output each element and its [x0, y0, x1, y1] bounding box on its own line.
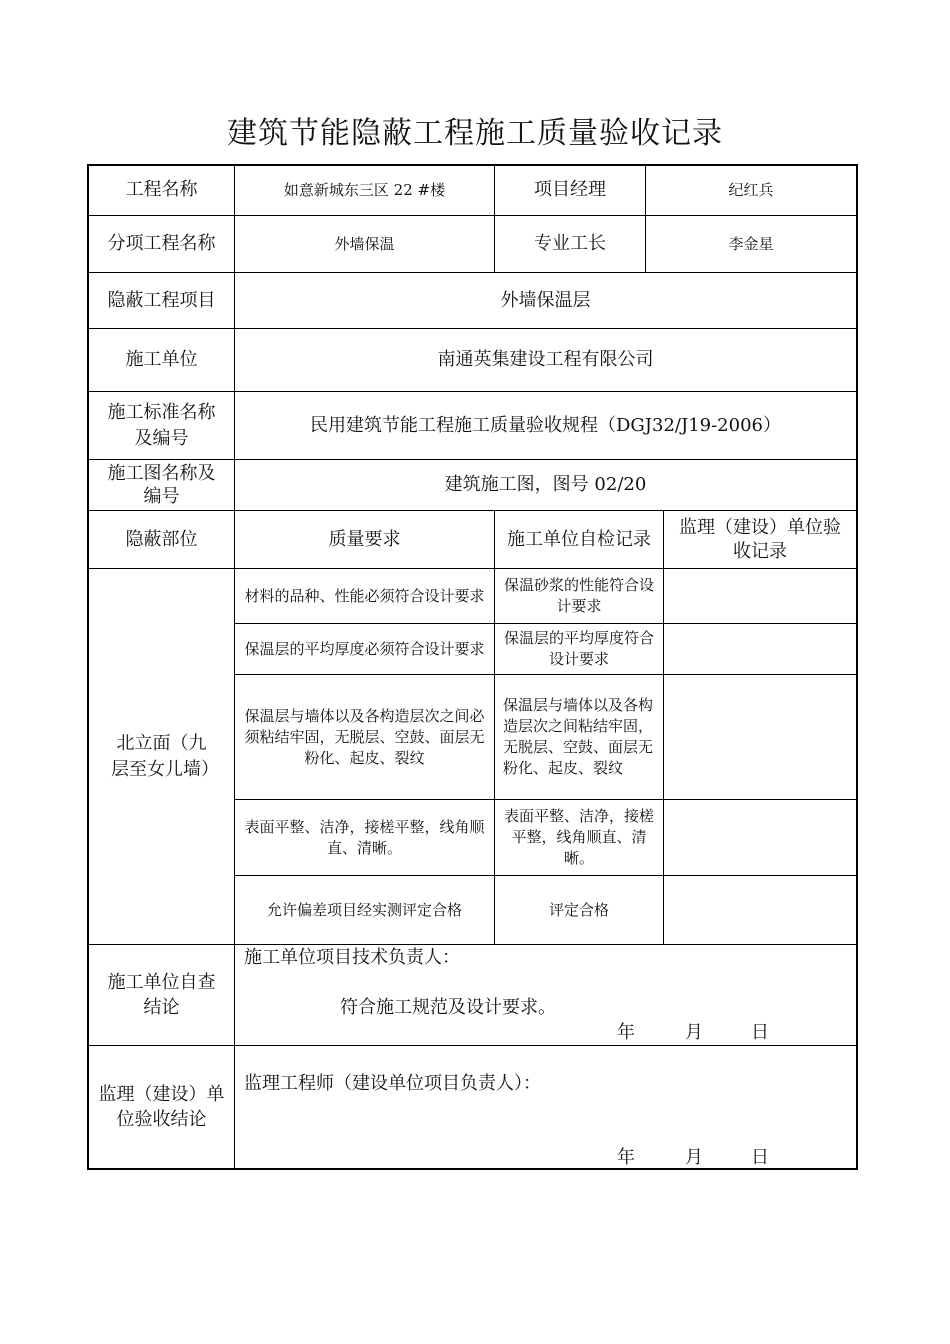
self-check-4: 表面平整、洁净，接槎平整，线角顺直、清晰。 [503, 807, 654, 867]
self-conclusion-text: 符合施工规范及设计要求。 [340, 997, 556, 1018]
foreman-value: 李金星 [728, 234, 774, 253]
self-check-2: 保温层的平均厚度符合设计要求 [503, 629, 654, 668]
self-check-3: 保温层与墙体以及各构造层次之间粘结牢固，无脱层、空鼓、面层无粉化、起皮、裂纹 [503, 696, 654, 777]
header-requirement: 质量要求 [328, 528, 401, 550]
header-supervision: 监理（建设）单位验收记录 [679, 517, 841, 562]
document-title: 建筑节能隐蔽工程施工质量验收记录 [227, 116, 723, 151]
self-conclusion-responsible: 施工单位项目技术负责人： [244, 947, 460, 968]
self-check-5: 评定合格 [548, 900, 609, 919]
supervision-4 [664, 800, 856, 875]
project-name-value: 如意新城东三区 22 #楼 [283, 180, 446, 199]
requirement-2: 保温层的平均厚度必须符合设计要求 [244, 639, 485, 658]
contractor-value: 南通英集建设工程有限公司 [437, 349, 654, 371]
self-check-1: 保温砂浆的性能符合设计要求 [503, 576, 654, 615]
supervision-conclusion-responsible: 监理工程师（建设单位项目负责人）： [244, 1073, 541, 1094]
requirement-3: 保温层与墙体以及各构造层次之间必须粘结牢固，无脱层、空鼓、面层无粉化、起皮、裂纹 [244, 706, 485, 767]
standard-label: 施工标准名称及编号 [107, 402, 216, 449]
project-name-label: 工程名称 [125, 179, 198, 201]
drawing-value: 建筑施工图，图号 02/20 [444, 474, 647, 496]
self-conclusion-month: 月 [685, 1022, 703, 1043]
sub-project-value: 外墙保温 [334, 234, 395, 253]
standard-value: 民用建筑节能工程施工质量验收规程（DGJ32/J19-2006） [309, 414, 781, 436]
contractor-label: 施工单位 [125, 349, 198, 371]
drawing-label: 施工图名称及编号 [107, 462, 216, 507]
hidden-item-label: 隐蔽工程项目 [107, 289, 216, 311]
inspection-location: 北立面（九层至女儿墙） [111, 733, 219, 780]
supervision-conclusion-month: 月 [685, 1147, 703, 1168]
requirement-1: 材料的品种、性能必须符合设计要求 [244, 586, 485, 605]
hidden-item-value: 外墙保温层 [500, 289, 591, 311]
project-manager-value: 纪红兵 [728, 180, 774, 199]
requirement-4: 表面平整、洁净，接槎平整，线角顺直、清晰。 [244, 817, 485, 857]
supervision-3 [664, 675, 856, 799]
supervision-5 [664, 876, 856, 944]
sub-project-label: 分项工程名称 [107, 233, 216, 255]
header-location: 隐蔽部位 [125, 528, 198, 550]
requirement-5: 允许偏差项目经实测评定合格 [266, 900, 462, 919]
supervision-1 [664, 569, 856, 623]
header-self-check: 施工单位自检记录 [507, 528, 651, 550]
supervision-conclusion-year: 年 [617, 1147, 635, 1168]
self-conclusion-year: 年 [617, 1022, 635, 1043]
supervision-conclusion-day: 日 [751, 1147, 769, 1168]
foreman-label: 专业工长 [534, 233, 606, 255]
self-conclusion-day: 日 [751, 1022, 769, 1043]
supervision-2 [664, 624, 856, 674]
self-conclusion-label: 施工单位自查结论 [107, 971, 216, 1018]
supervision-conclusion-label: 监理（建设）单位验收结论 [98, 1083, 225, 1130]
project-manager-label: 项目经理 [534, 179, 606, 201]
acceptance-record-table [87, 164, 858, 1170]
